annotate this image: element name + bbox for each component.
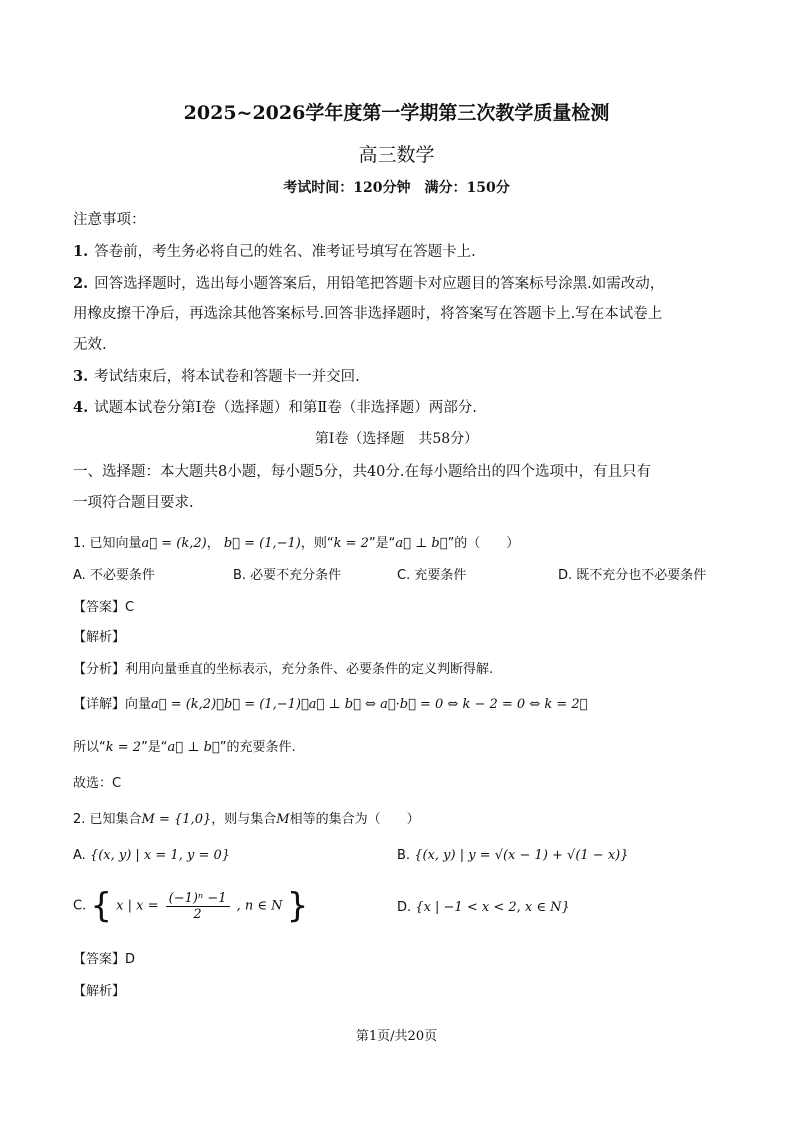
q2-option-d (397, 900, 570, 915)
q1-conclusion (73, 736, 296, 755)
q2-answer: 【答案】D (73, 952, 136, 967)
q2-option-c (73, 886, 308, 926)
q1-text: ， (206, 536, 220, 551)
question-1-stem (73, 532, 519, 551)
set-m: M = {1,0} (141, 812, 212, 827)
q2-option-b (397, 848, 629, 863)
exam-info: 考试时间：120分钟 满分：150分 (283, 180, 510, 196)
q2-analysis-tag: 【解析】 (73, 984, 126, 999)
notice-item-number: 1. (73, 243, 89, 260)
notice-item-2 (73, 272, 664, 293)
q1-option-d: D. 既不充分也不必要条件 (558, 568, 707, 583)
condition-k: k = 2 (105, 740, 142, 755)
notice-item-number: 3. (73, 368, 89, 385)
section-title: 第Ⅰ卷（选择题 共58分） (314, 431, 479, 447)
notice-item-2-cont: 用橡皮擦干净后，再选涂其他答案标号.回答非选择题时，将答案写在答题卡上.写在本试卷上 (73, 306, 663, 322)
q1-detail-label: 【详解】向量 (73, 697, 152, 712)
set-m-symbol: M (276, 812, 290, 827)
notice-item-number: 2. (73, 275, 89, 292)
question-2-stem (73, 808, 420, 827)
q2-text: ，则与集合 (211, 812, 277, 827)
q1-option-c: C. 充要条件 (397, 568, 467, 583)
q1-text: ”的充要条件. (219, 740, 296, 755)
option-label: B. (397, 848, 411, 863)
q1-choice: 故选：C (73, 776, 122, 791)
notice-item-2-end: 无效. (73, 337, 107, 353)
notice-item-1 (73, 240, 476, 261)
section-intro-cont: 一项符合题目要求. (73, 495, 194, 511)
exam-title: 2025~2026学年度第一学期第三次教学质量检测 (183, 102, 610, 124)
condition-perp: a⃗ ⊥ b⃗ (167, 740, 220, 755)
q1-detail-math: a⃗ = (k,2)，b⃗ = (1,−1)，a⃗ ⊥ b⃗ ⇔ a⃗·b⃗ = 0 ⇔ k − 2 = 0 ⇔ k = 2， (151, 697, 588, 712)
condition-k: k = 2 (333, 536, 369, 551)
notice-item-text: 答卷前，考生务必将自己的姓名、准考证号填写在答题卡上. (94, 244, 476, 260)
option-label: A. (73, 848, 86, 863)
q1-text: 所以“ (73, 740, 106, 755)
right-brace: } (286, 886, 309, 926)
q1-text: ”的（ ） (447, 536, 520, 551)
q1-option-b: B. 必要不充分条件 (233, 568, 342, 583)
page-number: 第1页/共20页 (355, 1029, 438, 1044)
option-math: {(x, y) | x = 1, y = 0} (89, 848, 231, 863)
notice-item-4 (73, 396, 477, 417)
condition-perp: a⃗ ⊥ b⃗ (395, 536, 448, 551)
option-label: C. (73, 898, 87, 914)
vector-a: a⃗ = (k,2) (141, 536, 207, 551)
option-label: D. (397, 900, 412, 915)
q1-fenxi: 【分析】利用向量垂直的坐标表示，充分条件、必要条件的定义判断得解. (73, 662, 494, 677)
q1-text: ”是“ (141, 740, 168, 755)
left-brace: { (90, 886, 112, 926)
q2-option-a (73, 848, 230, 863)
q1-text: ”是“ (368, 536, 396, 551)
q2-text: 2. 已知集合 (73, 812, 142, 827)
option-math: , n ∈ N (236, 898, 283, 914)
fraction (166, 891, 230, 922)
q1-text: ，则“ (300, 536, 334, 551)
notice-heading: 注意事项： (73, 212, 146, 228)
q1-detail (73, 693, 587, 712)
q1-analysis-tag: 【解析】 (73, 630, 126, 645)
section-intro: 一、选择题：本大题共8小题，每小题5分，共40分.在每小题给出的四个选项中，有且只有 (73, 464, 652, 480)
option-math: {(x, y) | y = √(x − 1) + √(1 − x)} (414, 848, 629, 863)
fraction-numerator: (−1)ⁿ −1 (166, 891, 230, 907)
notice-item-text: 考试结束后，将本试卷和答题卡一并交回. (94, 369, 360, 385)
q1-text: 1. 已知向量 (73, 536, 142, 551)
notice-item-text: 试题本试卷分第Ⅰ卷（选择题）和第Ⅱ卷（非选择题）两部分. (94, 400, 477, 416)
fraction-denominator: 2 (193, 906, 202, 922)
option-math: x | x = (116, 898, 159, 914)
q2-text: 相等的集合为（ ） (289, 812, 420, 827)
notice-item-3 (73, 365, 360, 386)
q1-answer: 【答案】C (73, 600, 135, 615)
exam-subject: 高三数学 (358, 144, 435, 166)
option-math: {x | −1 < x < 2, x ∈ N} (415, 900, 570, 915)
q1-option-a: A. 不必要条件 (73, 568, 155, 583)
notice-item-number: 4. (73, 399, 89, 416)
vector-b: b⃗ = (1,−1) (223, 536, 301, 551)
notice-item-text: 回答选择题时，选出每小题答案后，用铅笔把答题卡对应题目的答案标号涂黑.如需改动， (94, 276, 665, 292)
